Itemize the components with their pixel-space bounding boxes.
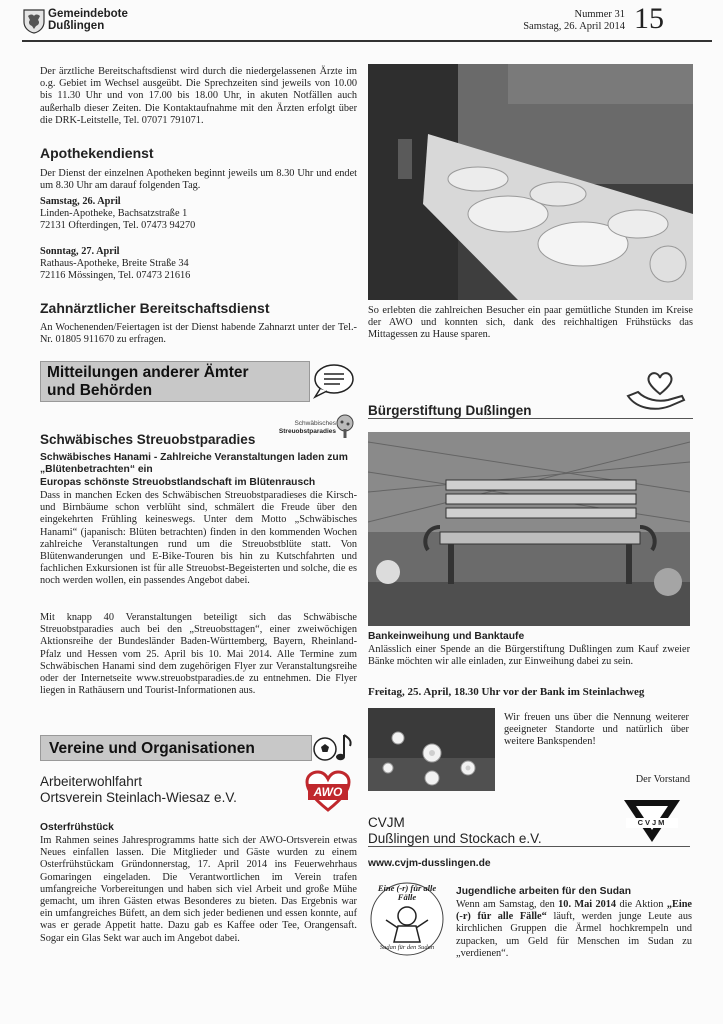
bankeinweihung-subtitle: Bankeinweihung und Banktaufe <box>368 631 525 642</box>
awo-subtitle: Osterfrühstück <box>40 822 114 833</box>
cvjm-rule <box>368 846 690 847</box>
apotheken-day1-address: 72131 Ofterdingen, Tel. 07473 94270 <box>40 220 196 232</box>
eine-fuer-alle-faelle-stamp <box>368 880 446 958</box>
awo-heading <box>40 774 290 805</box>
banner-aemter-line2: und Behörden <box>47 382 153 399</box>
apotheken-day1-name: Linden-Apotheke, Bachsatzstraße 1 <box>40 208 188 220</box>
bankeinweihung-text: Anlässlich einer Spende an die Bürgerstiftung Dußlingen zum Kauf zweier Bänke möchten wir alle einladen, zur Einweihung dabei zu sein. <box>368 644 690 668</box>
stamp-top-text: Eine (-r) für alle Fälle <box>377 883 437 902</box>
cvjm-action-name: „Eine (-r) für alle Fälle“ <box>456 899 692 923</box>
awo-heading-line1: Arbeiterwohlfahrt <box>40 774 143 789</box>
apotheken-day2 <box>40 246 357 283</box>
publication-name: Gemeindebote <box>48 8 128 20</box>
flowers-photo-image <box>368 708 495 791</box>
cvjm-text-end: läuft, werden junge Leute aus kirchlichen Gruppen die Ärmel hochkrempeln und zupacken, um Geld für Menschen im Sudan zu „verdienen“. <box>456 911 692 959</box>
awo-logo-text: AWO <box>308 784 348 800</box>
apotheken-day2-name: Rathaus-Apotheke, Breite Straße 34 <box>40 258 189 270</box>
cvjm-heading <box>368 815 628 846</box>
zahnarzt-text: An Wochenenden/Feiertagen ist der Dienst habende Zahnarzt unter der Tel.-Nr. 01805 911670 zu erfragen. <box>40 322 357 346</box>
flowers-photo <box>368 708 495 791</box>
streuobst-subtitle-2: Europas schönste Streuobstlandschaft im Blütenrausch <box>40 477 316 488</box>
awo-text: Im Rahmen seines Jahresprogramms hatte sich der AWO-Ortsverein etwas Neues einfallen lassen. Die Mitglieder und Gäste wurden zu einem Osterfrühstückam Gründonnerstag, 17. April 2014 ins Feuerwehrhaus Gomaringen eingeladen. Die Verantwortlichen im Verein trafen umfangreiche Vorbereitungen und haben sich viel Arbeit und große Mühe gemacht, um ihren Gästen etwas Besonderes zu bieten. Das Ergebnis war ein umfangreiches Büfett, an dem sich jeder bedienen und essen konnte, auf was er gerade Appetit hatte. Dazu gab es Kaffee oder Tee, Orangensaft. Sogar ein Glas Sekt war auch im Angebot dabei. <box>40 835 357 944</box>
cvjm-text-start: Wenn am Samstag, den <box>456 899 559 910</box>
masthead <box>48 8 128 32</box>
awo-logo <box>305 770 351 812</box>
buffet-photo <box>368 64 693 300</box>
issue-date: Samstag, 26. April 2014 <box>523 21 625 32</box>
streuobst-heading: Schwäbisches Streuobstparadies <box>40 432 256 447</box>
header-rule <box>22 40 712 42</box>
bench-photo-image <box>368 432 690 626</box>
streuobst-paragraph-2: Mit knapp 40 Veranstaltungen beteiligt sich das Schwäbische Streuobstparadies auch bei den „Streuobsttagen“, einer zweiwöchigen Aktionsreihe der Bundesländer Baden-Württemberg, Bayern, Rheinland-Pfalz und Hessen vom 25. April bis 10. Mai 2014. Alle Termine zum Schwäbischen Hanami sind dem zugehörigen Flyer zur Veranstaltungsreihe oder der Internetseite www.streuobstparadies.de zu entnehmen. Die Flyer liegen in Rathäusern und Tourist-Informationen aus. <box>40 612 357 697</box>
cvjm-heading-line1: CVJM <box>368 815 405 830</box>
heart-hand-logo-icon <box>624 370 690 416</box>
issue-info <box>505 9 625 33</box>
buergerstiftung-rule <box>368 418 693 419</box>
cvjm-logo-text: CVJM <box>637 818 667 827</box>
buffet-photo-image <box>368 64 693 300</box>
page-number: 15 <box>634 2 664 35</box>
section-banner-aemter <box>40 361 310 402</box>
apotheken-heading: Apothekendienst <box>40 145 154 161</box>
buergerstiftung-heading: Bürgerstiftung Dußlingen <box>368 403 532 418</box>
apotheken-day2-address: 72116 Mössingen, Tel. 07473 21616 <box>40 270 191 282</box>
apotheken-day2-date: Sonntag, 27. April <box>40 246 120 257</box>
cvjm-subtitle: Jugendliche arbeiten für den Sudan <box>456 886 632 897</box>
cvjm-logo <box>624 800 680 842</box>
soccer-music-icon <box>312 732 356 764</box>
apotheken-day1 <box>40 196 357 233</box>
streuobst-paragraph-1: Dass in manchen Ecken des Schwäbischen Streuobstparadieses die Kirsch- und Birnbäume schon verblüht sind, schmälert die Freude über den eingekehrten Frühling keineswegs. Unter dem Motto „Schwäbisches Hanami“ (japanisch: Blüten betrachten) finden in den kommenden Wochen zahlreiche Veranstaltungen rund um die Streuobstblüte statt. Von Blütenwanderungen und E-Bike-Touren bis hin zu Kutschfahrten und fachlichen Exkursionen ist für alle Streuobst-Begeisterten und solche, die es noch werden wollen, ein passendes Angebot dabei. <box>40 490 357 587</box>
cvjm-text <box>456 899 692 960</box>
cvjm-text-mid: die Aktion <box>616 899 667 910</box>
buffet-photo-caption: So erlebten die zahlreichen Besucher ein paar gemütliche Stunden im Kreise der AWO und konnten sich, dank des reichhaltigen Frühstücks das Mittagessen zu Hause sparen. <box>368 305 693 341</box>
bench-photo <box>368 432 690 626</box>
apotheken-day1-date: Samstag, 26. April <box>40 196 121 207</box>
zahnarzt-heading: Zahnärztlicher Bereitschaftsdienst <box>40 300 270 316</box>
cvjm-date: 10. Mai 2014 <box>558 899 617 910</box>
coat-of-arms-icon <box>22 8 46 34</box>
cvjm-heading-line2: Dußlingen und Stockach e.V. <box>368 830 542 846</box>
streuobst-subtitle-1: Schwäbisches Hanami - Zahlreiche Veranstaltungen laden zum „Blütenbetrachten“ ein <box>40 452 348 476</box>
banner-aemter-line1: Mitteilungen anderer Ämter <box>47 364 249 381</box>
cvjm-url[interactable]: www.cvjm-dusslingen.de <box>368 858 491 869</box>
town-name: Dußlingen <box>48 20 105 32</box>
section-banner-vereine <box>40 735 312 761</box>
bankeinweihung-event: Freitag, 25. April, 18.30 Uhr vor der Bank im Steinlachweg <box>368 686 645 698</box>
banner-vereine-title: Vereine und Organisationen <box>49 740 255 757</box>
streuobst-logo-line1: Schwäbisches <box>294 420 336 427</box>
stamp-bottom-text: Sudan für den Sudan <box>379 944 435 951</box>
vorstand-signature: Der Vorstand <box>635 774 690 785</box>
awo-heading-line2: Ortsverein Steinlach-Wiesaz e.V. <box>40 789 237 805</box>
issue-number: Nummer 31 <box>574 9 625 20</box>
streuobst-logo-line2: Streuobstparadies <box>278 427 336 435</box>
bankspenden-note: Wir freuen uns über die Nennung weiterer geeigneter Standorte und natürlich über weitere Bankspenden! <box>504 712 689 748</box>
apotheken-intro: Der Dienst der einzelnen Apotheken beginnt jeweils um 8.30 Uhr und endet um 8.30 Uhr am darauf folgenden Tag. <box>40 168 357 192</box>
bereitschaftsdienst-text: Der ärztliche Bereitschaftsdienst wird durch die niedergelassenen Ärzte im o.g. Gebiet im Wechsel ausgeübt. Die Sprechzeiten sind jeweils von 10.00 bis 11.30 Uhr und von 17.00 bis 18.00 Uhr, in akuten Notfällen auch außerhalb dieser Zeiten. Die Kontaktaufnahme mit den Ärzten erfolgt über die DRK-Leitstelle, Tel. 07071 791071. <box>40 66 357 126</box>
speech-bubble-icon <box>310 361 356 401</box>
